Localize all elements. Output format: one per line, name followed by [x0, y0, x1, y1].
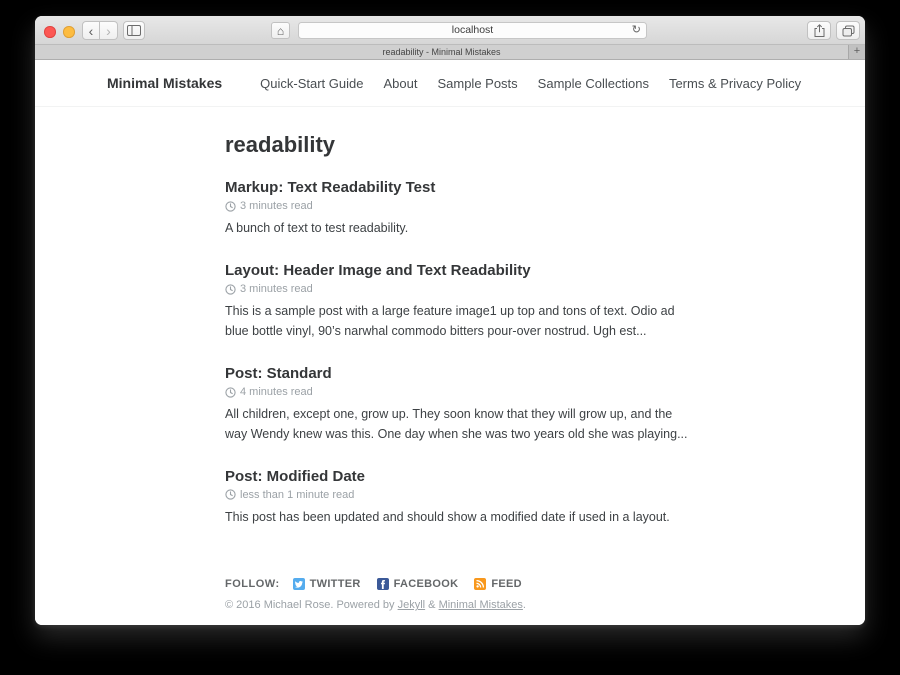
- site-title-link[interactable]: Minimal Mistakes: [107, 75, 223, 91]
- nav-link-quick-start-guide[interactable]: Quick-Start Guide: [260, 75, 364, 91]
- forward-icon: ›: [106, 22, 111, 39]
- post-item: [225, 468, 697, 527]
- post-meta: [225, 200, 697, 212]
- read-time: 3 minutes read: [240, 283, 313, 296]
- archive-main: [35, 107, 865, 611]
- back-icon: ‹: [88, 22, 94, 39]
- sidebar-toggle-button[interactable]: [123, 21, 145, 40]
- copyright-separator: &: [425, 599, 439, 612]
- post-title-link[interactable]: Markup: Text Readability Test: [225, 179, 436, 196]
- tabs-icon: [842, 25, 855, 37]
- jekyll-link[interactable]: Jekyll: [397, 599, 426, 612]
- minimize-window-button[interactable]: [63, 26, 75, 38]
- feed-label: FEED: [491, 578, 522, 591]
- post-meta: [225, 489, 697, 501]
- post-title-link[interactable]: Layout: Header Image and Text Readability: [225, 262, 531, 280]
- facebook-icon: [377, 578, 389, 590]
- clock-icon: [225, 284, 236, 295]
- close-window-button[interactable]: [44, 26, 56, 38]
- site-footer: [225, 578, 825, 611]
- site-masthead: [35, 60, 865, 107]
- follow-label: FOLLOW:: [225, 578, 280, 591]
- show-tabs-button[interactable]: [836, 21, 860, 40]
- post-title-link[interactable]: Post: Modified Date: [225, 467, 366, 485]
- post-item: [225, 365, 697, 444]
- facebook-label: FACEBOOK: [393, 578, 459, 591]
- copyright-period: .: [522, 599, 526, 612]
- facebook-link[interactable]: [377, 578, 459, 590]
- share-button[interactable]: [807, 21, 831, 40]
- post-item: [225, 262, 697, 341]
- copyright-line: [225, 599, 825, 611]
- read-time: 3 minutes read: [240, 200, 313, 212]
- back-button[interactable]: [82, 21, 100, 40]
- follow-row: [225, 578, 825, 590]
- reload-icon[interactable]: ↻: [631, 24, 641, 36]
- tab-bar: [35, 45, 865, 60]
- clock-icon: [225, 201, 236, 212]
- minimal-mistakes-link[interactable]: Minimal Mistakes: [438, 599, 523, 612]
- page-content: [35, 60, 865, 625]
- plus-icon: +: [853, 45, 861, 57]
- twitter-label: TWITTER: [309, 578, 361, 591]
- nav-link-about[interactable]: About: [383, 75, 418, 91]
- post-meta: [225, 386, 697, 398]
- rss-feed-icon: [474, 578, 486, 590]
- home-icon: ⌂: [276, 23, 285, 38]
- home-button[interactable]: [271, 22, 290, 39]
- copyright-text: © 2016 Michael Rose. Powered by: [225, 599, 398, 612]
- read-time: 4 minutes read: [240, 386, 313, 399]
- post-excerpt: This is a sample post with a large feature image1 up top and tons of text. Odio ad blue bottle vinyl, 90’s narwhal commodo bitters pour-over nostrud. Ugh est...: [225, 304, 675, 338]
- browser-toolbar: [35, 16, 865, 45]
- post-excerpt: A bunch of text to test readability.: [225, 221, 409, 235]
- nav-link-sample-posts[interactable]: Sample Posts: [437, 75, 518, 91]
- twitter-icon: [293, 578, 305, 590]
- history-nav-group: [82, 21, 118, 40]
- sidebar-icon: [127, 25, 141, 36]
- post-excerpt: All children, except one, grow up. They soon know that they will grow up, and the way Wendy knew was this. One day when she was two years old she was playing...: [225, 407, 688, 441]
- active-tab[interactable]: [35, 45, 848, 59]
- nav-link-terms-privacy[interactable]: Terms & Privacy Policy: [668, 75, 802, 91]
- nav-link-sample-collections[interactable]: Sample Collections: [537, 75, 649, 91]
- tab-title: readability - Minimal Mistakes: [382, 47, 501, 57]
- address-bar-url: localhost: [451, 24, 494, 36]
- new-tab-button[interactable]: [848, 45, 865, 59]
- post-meta: [225, 283, 697, 295]
- clock-icon: [225, 489, 236, 500]
- post-item: [225, 179, 697, 238]
- share-icon: [814, 24, 825, 38]
- address-bar[interactable]: [298, 22, 647, 39]
- twitter-link[interactable]: [293, 578, 361, 590]
- post-excerpt: This post has been updated and should show a modified date if used in a layout.: [225, 509, 670, 524]
- clock-icon: [225, 387, 236, 398]
- post-title-link[interactable]: Post: Standard: [225, 365, 332, 383]
- page-title: readability: [225, 132, 336, 157]
- read-time: less than 1 minute read: [240, 488, 355, 501]
- browser-window: [35, 16, 865, 625]
- forward-button[interactable]: [100, 21, 118, 40]
- feed-link[interactable]: [474, 578, 522, 590]
